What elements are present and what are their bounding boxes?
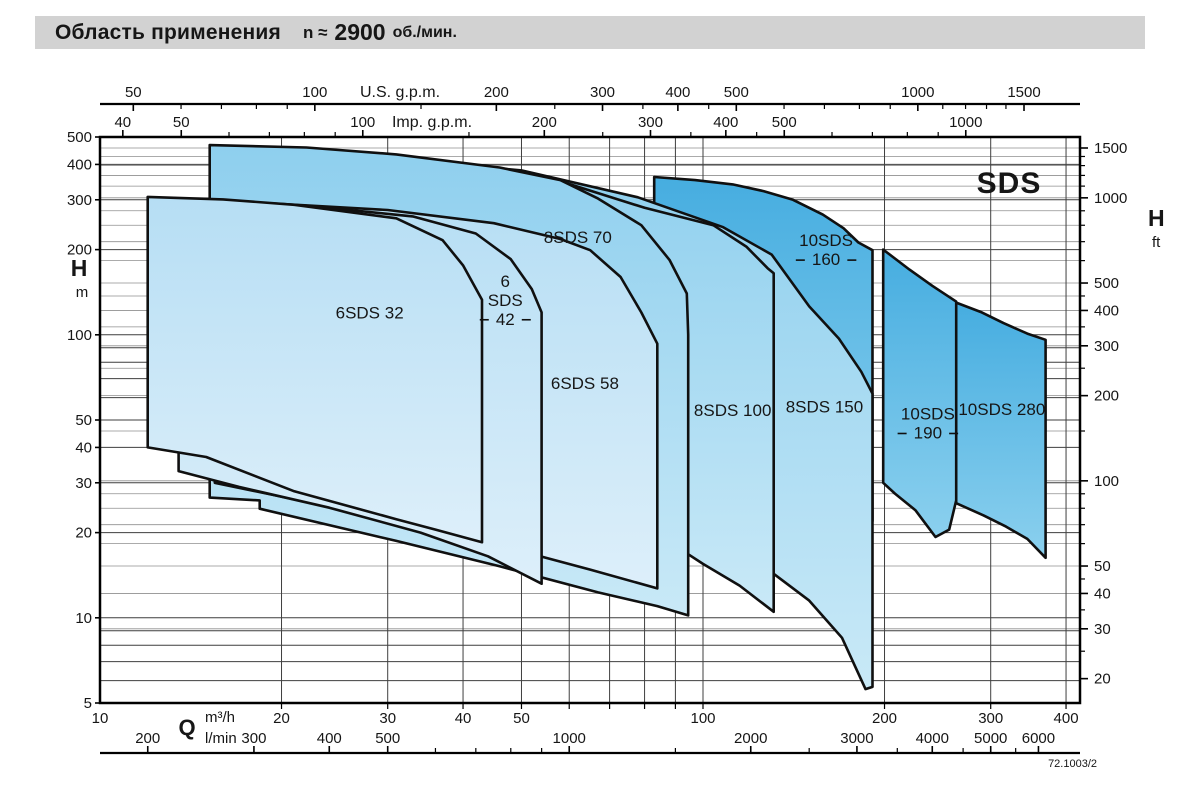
tick-label-m3h: 400 (1053, 710, 1079, 727)
tick-label-h-ft: 300 (1094, 337, 1120, 355)
tick-label-impgpm: 50 (172, 114, 190, 131)
drawing-number: 72.1003/2 (1048, 758, 1097, 770)
tick-label-usgpm: 200 (483, 84, 509, 101)
tick-label-h-m: 10 (75, 609, 92, 627)
tick-label-usgpm: 50 (124, 84, 142, 101)
tick-label-usgpm: 1500 (1007, 84, 1041, 101)
page-title: Область применения (55, 20, 281, 44)
region-label: 8SDS 150 (785, 397, 864, 417)
axis-unit-ft: ft (1152, 234, 1161, 251)
tick-label-impgpm: 1000 (949, 114, 983, 131)
tick-label-impgpm: 400 (713, 114, 739, 131)
axis-caption-usgpm: U.S. g.p.m. (359, 84, 441, 101)
region-label: 10SDS (900, 404, 955, 424)
tick-label-h-m: 5 (83, 695, 92, 712)
tick-label-h-m: 50 (75, 412, 92, 429)
tick-label-usgpm: 400 (665, 84, 691, 101)
tick-label-impgpm: 500 (771, 114, 797, 131)
region-label: 8SDS 70 (543, 227, 612, 247)
tick-label-lmin: 5000 (974, 730, 1008, 747)
tick-label-lmin: 2000 (734, 730, 768, 747)
tick-label-m3h: 20 (273, 710, 290, 727)
tick-label-lmin: 300 (241, 730, 267, 747)
tick-label-h-m: 30 (75, 474, 92, 492)
tick-label-h-ft: 100 (1094, 472, 1120, 490)
region-label: 6SDS 58 (550, 373, 619, 393)
region-label: SDS (487, 290, 523, 310)
tick-label-h-ft: 1000 (1094, 189, 1128, 207)
tick-label-m3h: 50 (513, 710, 530, 727)
tick-label-lmin: 200 (135, 730, 161, 747)
tick-label-m3h: 300 (978, 710, 1004, 727)
tick-label-h-m: 500 (66, 129, 92, 146)
region-label: 6 (500, 271, 511, 291)
tick-label-m3h: 10 (91, 710, 109, 727)
tick-label-h-ft: 30 (1094, 620, 1111, 638)
region-label: 160 (811, 250, 841, 270)
tick-label-impgpm: 100 (350, 114, 376, 131)
axis-caption-h-right: H (1148, 205, 1165, 231)
tick-label-h-ft: 40 (1094, 585, 1111, 603)
axis-unit-m: m (75, 284, 89, 301)
region-label: 6SDS 32 (335, 303, 404, 323)
tick-label-h-ft: 50 (1094, 558, 1111, 576)
tick-label-h-ft: 200 (1094, 387, 1120, 405)
tick-label-h-ft: 500 (1094, 275, 1120, 293)
region-label: 10SDS 280 (958, 399, 1046, 419)
axis-caption-q: Q (178, 715, 196, 740)
axis-unit-m3h: m³/h (205, 709, 235, 726)
tick-label-m3h: 40 (454, 710, 472, 727)
tick-label-h-m: 400 (66, 156, 92, 174)
tick-label-h-ft: 1500 (1094, 139, 1128, 157)
tick-label-impgpm: 40 (114, 114, 132, 131)
speed-value: 2900 (334, 19, 386, 45)
region-label: 190 (913, 423, 943, 443)
tick-label-h-ft: 20 (1094, 670, 1111, 688)
tick-label-m3h: 30 (379, 710, 397, 727)
tick-label-h-m: 20 (75, 524, 92, 542)
speed-symbol: n ≈ (302, 22, 328, 42)
speed-unit: об./мин. (392, 23, 457, 41)
tick-label-h-m: 40 (75, 439, 92, 457)
tick-label-impgpm: 200 (531, 114, 557, 131)
tick-label-usgpm: 1000 (901, 84, 935, 101)
tick-label-h-m: 100 (66, 326, 92, 344)
axis-caption-h-left: H (70, 255, 88, 281)
tick-label-h-ft: 400 (1094, 302, 1120, 320)
tick-label-usgpm: 100 (302, 84, 328, 101)
tick-label-usgpm: 300 (590, 84, 616, 101)
tick-label-lmin: 6000 (1021, 730, 1056, 747)
region-label: 10SDS (799, 231, 854, 251)
axis-unit-lmin: l/min (205, 730, 237, 747)
tick-label-impgpm: 300 (637, 114, 664, 131)
axis-caption-impgpm: Imp. g.p.m. (391, 114, 473, 131)
tick-label-lmin: 1000 (552, 730, 586, 747)
region-label: 8SDS 100 (693, 401, 772, 421)
tick-label-lmin: 400 (316, 730, 342, 747)
region-label: 42 (495, 309, 515, 329)
brand-label-sds: SDS (976, 167, 1042, 200)
tick-label-lmin: 4000 (915, 730, 949, 747)
tick-label-m3h: 200 (872, 710, 898, 727)
tick-label-h-m: 200 (66, 241, 92, 259)
tick-label-lmin: 500 (375, 730, 401, 747)
tick-label-m3h: 100 (690, 710, 716, 727)
tick-label-usgpm: 500 (723, 84, 749, 101)
tick-label-lmin: 3000 (840, 730, 874, 747)
tick-label-h-m: 300 (66, 191, 92, 209)
